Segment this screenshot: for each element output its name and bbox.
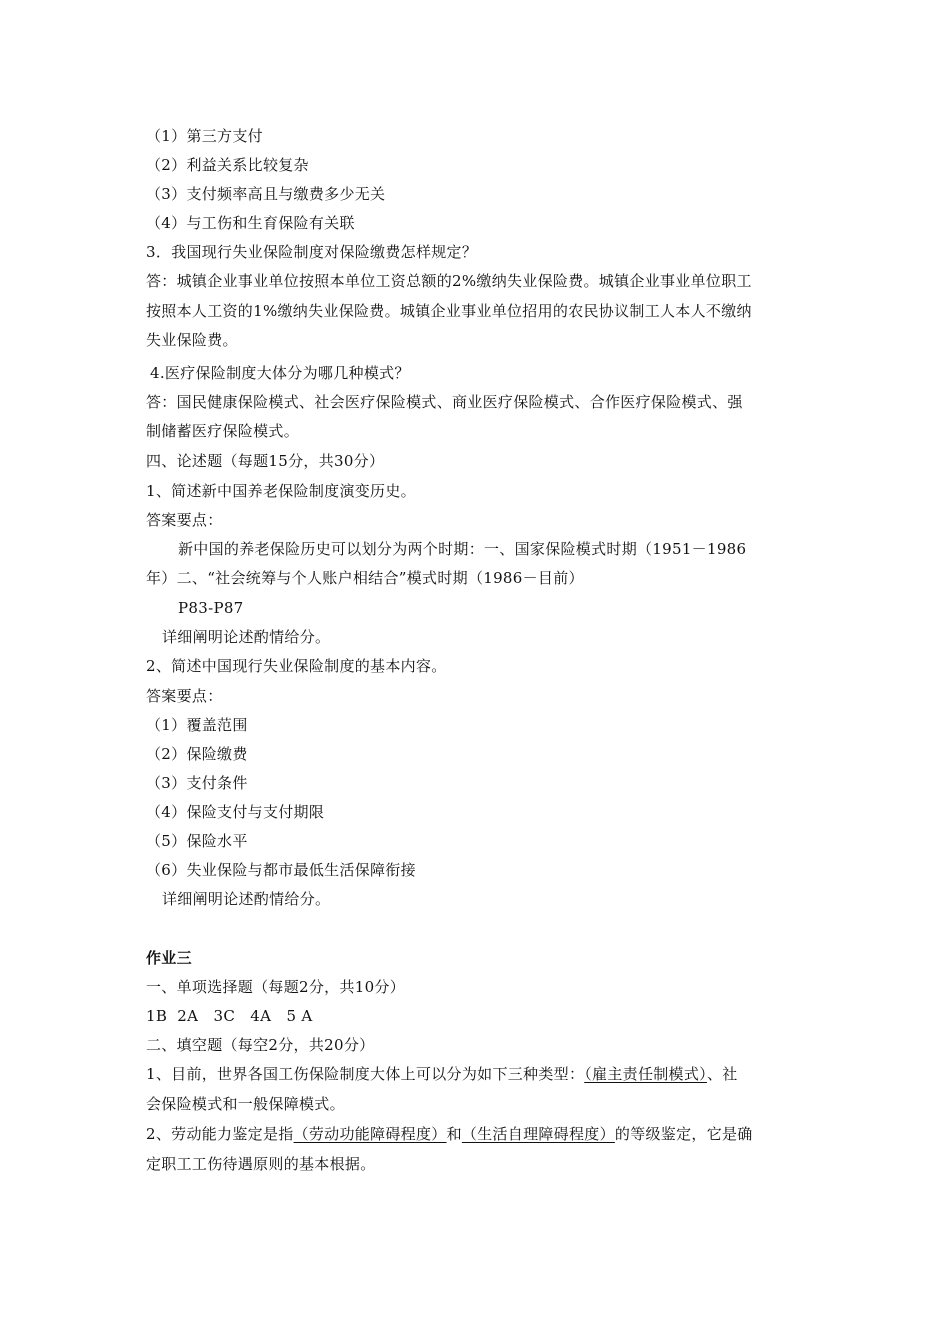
fill-answer: （雇主责任制模式） [584,1065,707,1083]
list-item: （3）支付条件 [146,774,248,792]
answer-points-label: 答案要点： [146,687,223,705]
list-item: （3）支付频率高且与缴费多少无关 [146,185,386,203]
section-heading: 一、单项选择题（每题2分，共10分） [146,978,406,996]
homework-title: 作业三 [146,949,192,967]
answer-points-label: 答案要点： [146,511,223,529]
fill-blank-2 [146,1124,753,1144]
fill-blank-1 [146,1064,738,1084]
choice-answers: 1B 2A 3C 4A 5 A [146,1007,313,1025]
answer-line: 按照本人工资的1%缴纳失业保险费。城镇企业事业单位招用的农民协议制工人本人不缴纳 [146,302,752,320]
essay-answer-line: 年）二、“社会统筹与个人账户相结合”模式时期（1986－目前） [146,569,584,587]
answer-line: 答：国民健康保险模式、社会医疗保险模式、商业医疗保险模式、合作医疗保险模式、强 [146,393,743,411]
fill-blank-2-line2: 定职工工伤待遇原则的基本根据。 [146,1155,376,1173]
list-item: （6）失业保险与都市最低生活保障衔接 [146,861,416,879]
section-heading: 四、论述题（每题15分，共30分） [146,452,385,470]
section-heading: 二、填空题（每空2分，共20分） [146,1036,375,1054]
question-4: 4.医疗保险制度大体分为哪几种模式？ [150,364,410,382]
essay-answer-line: 新中国的养老保险历史可以划分为两个时期：一、国家保险模式时期（1951－1986 [178,540,747,558]
grading-note: 详细阐明论述酌情给分。 [162,628,331,646]
fill-text: 、社 [706,1065,738,1083]
fill-text: 的等级鉴定，它是确 [614,1125,753,1143]
essay-question-1: 1、简述新中国养老保险制度演变历史。 [146,482,416,500]
fill-answer: （劳动功能障碍程度） [293,1125,447,1143]
fill-answer: （生活自理障碍程度） [461,1125,615,1143]
page-reference: P83-P87 [178,599,244,617]
list-item: （5）保险水平 [146,832,248,850]
fill-text: 2、劳动能力鉴定是指 [146,1125,294,1143]
answer-line: 失业保险费。 [146,331,238,349]
essay-question-2: 2、简述中国现行失业保险制度的基本内容。 [146,657,447,675]
list-item: （1）覆盖范围 [146,716,248,734]
fill-text: 和 [446,1125,462,1143]
grading-note: 详细阐明论述酌情给分。 [162,890,331,908]
list-item: （1）第三方支付 [146,127,263,145]
fill-blank-1-line2: 会保险模式和一般保障模式。 [146,1095,345,1113]
answer-line: 答：城镇企业事业单位按照本单位工资总额的2%缴纳失业保险费。城镇企业事业单位职工 [146,272,752,290]
answer-line: 制储蓄医疗保险模式。 [146,422,300,440]
list-item: （2）保险缴费 [146,745,248,763]
list-item: （2）利益关系比较复杂 [146,156,309,174]
question-3: 3．我国现行失业保险制度对保险缴费怎样规定？ [146,243,478,261]
fill-text: 1、目前，世界各国工伤保险制度大体上可以分为如下三种类型： [146,1065,585,1083]
list-item: （4）与工伤和生育保险有关联 [146,214,355,232]
list-item: （4）保险支付与支付期限 [146,803,325,821]
